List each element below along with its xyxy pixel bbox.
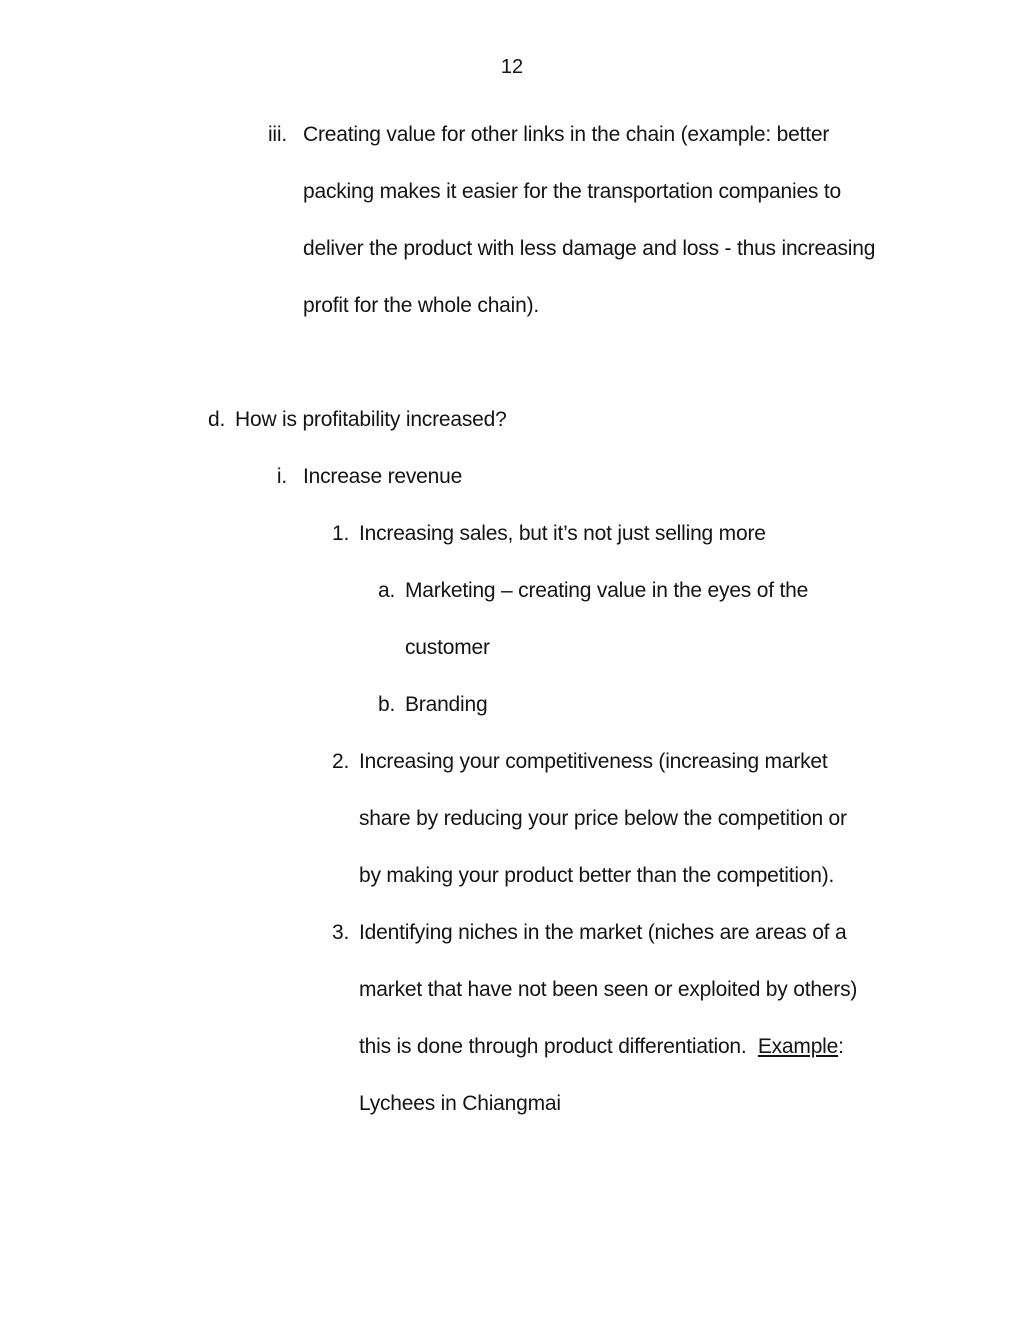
list-marker: 3. xyxy=(332,921,350,944)
list-item-a xyxy=(378,562,965,676)
text-line: by making your product better than the competition). xyxy=(359,864,835,887)
text-segment: : xyxy=(838,1035,844,1058)
list-marker: a. xyxy=(378,579,396,602)
text-line: deliver the product with less damage and loss - thus increasing xyxy=(303,237,876,260)
page-number: 12 xyxy=(500,56,524,78)
list-marker: 2. xyxy=(332,750,350,773)
text-line: Branding xyxy=(405,693,488,716)
list-item-i xyxy=(200,448,983,505)
list-marker: b. xyxy=(378,693,396,716)
text-line: Identifying niches in the market (niches are areas of a xyxy=(359,921,847,944)
list-marker: d. xyxy=(208,408,226,431)
list-item-d xyxy=(208,391,915,448)
text-line: packing makes it easier for the transportation companies to xyxy=(303,180,841,203)
list-marker: 1. xyxy=(332,522,350,545)
list-marker: i. xyxy=(276,465,287,488)
text-line: How is profitability increased? xyxy=(235,408,507,431)
list-item-1 xyxy=(332,505,979,562)
text-line: Lychees in Chiangmai xyxy=(359,1092,561,1115)
underlined-word: Example xyxy=(757,1035,839,1058)
list-item-b xyxy=(378,676,965,733)
text-segment: this is done through product differentiation. xyxy=(359,1035,758,1058)
list-item-3 xyxy=(332,904,979,1132)
text-line: Creating value for other links in the chain (example: better xyxy=(303,123,830,146)
text-line: share by reducing your price below the competition or xyxy=(359,807,847,830)
list-item-iii xyxy=(200,106,983,334)
text-line: Increasing sales, but it’s not just selling more xyxy=(359,522,766,545)
text-line: market that have not been seen or exploited by others) xyxy=(359,978,858,1001)
text-line: Marketing – creating value in the eyes of the xyxy=(405,579,809,602)
text-line xyxy=(359,1018,979,1075)
list-marker: iii. xyxy=(267,123,287,146)
text-line: profit for the whole chain). xyxy=(303,294,540,317)
text-line: customer xyxy=(405,636,490,659)
text-line: Increase revenue xyxy=(303,465,463,488)
text-line: Increasing your competitiveness (increasing market xyxy=(359,750,828,773)
list-item-2 xyxy=(332,733,979,904)
